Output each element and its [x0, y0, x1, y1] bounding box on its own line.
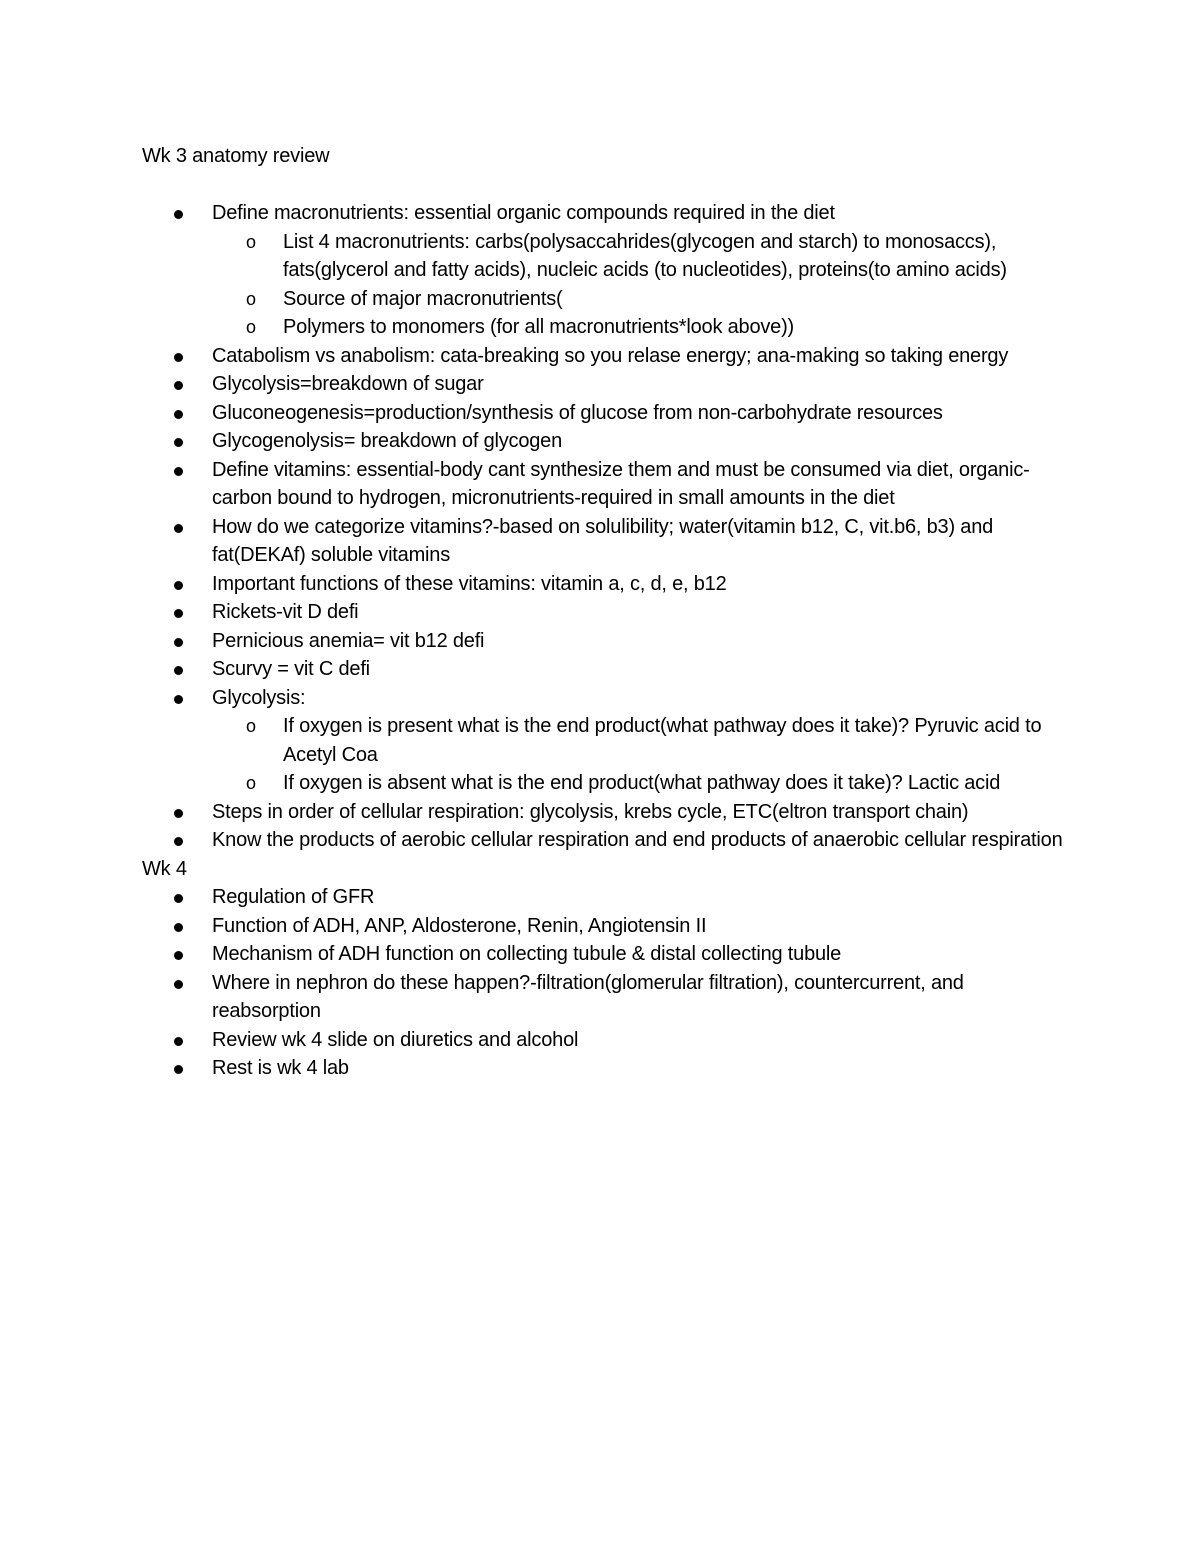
filled-circle-bullet-icon — [174, 638, 183, 647]
hollow-o-bullet-icon: o — [246, 773, 256, 793]
list-item — [142, 598, 1072, 627]
list-item — [142, 883, 1072, 912]
list-item-text: Where in nephron do these happen?-filtration(glomerular filtration), countercurrent, and reabsorption — [212, 971, 964, 1022]
sub-list-item-text: Polymers to monomers (for all macronutrients*look above)) — [283, 316, 795, 338]
list-item-text: Function of ADH, ANP, Aldosterone, Renin, Angiotensin II — [212, 914, 707, 937]
list-item-text: Glycolysis: — [212, 686, 306, 709]
list-item-text: Mechanism of ADH function on collecting tubule & distal collecting tubule — [212, 943, 842, 965]
list-item-text: Gluconeogenesis=production/synthesis of glucose from non-carbohydrate resources — [212, 401, 943, 424]
section-heading-wk4: Wk 4 — [142, 857, 187, 880]
filled-circle-bullet-icon — [174, 1037, 183, 1046]
list-item — [142, 199, 1072, 342]
bullet-list-wk4 — [142, 883, 1072, 1083]
list-item-text: Review wk 4 slide on diuretics and alcohol — [212, 1028, 579, 1051]
sub-list-item — [212, 769, 1072, 798]
list-item — [142, 342, 1072, 371]
filled-circle-bullet-icon — [174, 951, 183, 960]
filled-circle-bullet-icon — [174, 695, 183, 704]
list-item-text: Rest is wk 4 lab — [212, 1057, 349, 1079]
filled-circle-bullet-icon — [174, 923, 183, 932]
list-item-text: Glycogenolysis= breakdown of glycogen — [212, 430, 563, 452]
document-body — [142, 142, 1072, 1083]
list-item — [142, 399, 1072, 428]
list-item — [142, 655, 1072, 684]
bullet-list-wk3 — [142, 199, 1072, 855]
filled-circle-bullet-icon — [174, 467, 183, 476]
sub-bullet-list — [212, 228, 1072, 342]
list-item — [142, 427, 1072, 456]
filled-circle-bullet-icon — [174, 980, 183, 989]
list-item-text: Know the products of aerobic cellular respiration and end products of anaerobic cellular respiration — [212, 829, 1063, 851]
list-item-text: Define macronutrients: essential organic compounds required in the diet — [212, 202, 835, 224]
hollow-o-bullet-icon: o — [246, 288, 256, 309]
filled-circle-bullet-icon — [174, 353, 183, 362]
list-item — [142, 940, 1072, 969]
filled-circle-bullet-icon — [174, 837, 183, 846]
sub-list-item — [212, 285, 1072, 314]
list-item-text: Rickets-vit D defi — [212, 601, 359, 623]
list-item — [142, 570, 1072, 599]
list-item — [142, 513, 1072, 570]
list-item — [142, 969, 1072, 1026]
list-item — [142, 912, 1072, 941]
sub-list-item — [212, 313, 1072, 342]
hollow-o-bullet-icon: o — [246, 317, 256, 337]
list-item — [142, 370, 1072, 399]
filled-circle-bullet-icon — [174, 438, 183, 447]
sub-list-item-text: If oxygen is absent what is the end product(what pathway does it take)? Lactic acid — [283, 772, 1001, 794]
filled-circle-bullet-icon — [174, 210, 183, 219]
filled-circle-bullet-icon — [174, 666, 183, 675]
sub-bullet-list — [212, 712, 1072, 798]
list-item-text: Define vitamins: essential-body cant synthesize them and must be consumed via diet, organic-carbon bound to hydrogen, micronutrients-required in small amounts in the diet — [212, 458, 1030, 509]
sub-list-item-text: Source of major macronutrients( — [283, 287, 563, 310]
list-item — [142, 1026, 1072, 1055]
filled-circle-bullet-icon — [174, 609, 183, 618]
list-item-text: Important functions of these vitamins: vitamin a, c, d, e, b12 — [212, 572, 727, 595]
list-item — [142, 627, 1072, 656]
sub-list-item — [212, 712, 1072, 769]
list-item-text: Catabolism vs anabolism: cata-breaking so you relase energy; ana-making so taking energy — [212, 344, 1009, 367]
list-item-text: Pernicious anemia= vit b12 defi — [212, 629, 485, 652]
hollow-o-bullet-icon: o — [246, 231, 256, 252]
list-item-text: How do we categorize vitamins?-based on solulibility; water(vitamin b12, C, vit.b6, b3) and fat(DEKAf) soluble vitamins — [212, 515, 994, 566]
list-item — [142, 1054, 1072, 1083]
sub-list-item-text: List 4 macronutrients: carbs(polysaccahrides(glycogen and starch) to monosaccs), fats(glycerol and fatty acids), nucleic acids (to nucleotides), proteins(to amino acids) — [283, 230, 1007, 281]
filled-circle-bullet-icon — [174, 381, 183, 390]
list-item — [142, 684, 1072, 798]
list-item-text: Scurvy = vit C defi — [212, 658, 370, 680]
filled-circle-bullet-icon — [174, 1065, 183, 1074]
filled-circle-bullet-icon — [174, 524, 183, 533]
section-heading-wk3: Wk 3 anatomy review — [142, 145, 330, 167]
filled-circle-bullet-icon — [174, 894, 183, 903]
list-item-text: Regulation of GFR — [212, 886, 375, 908]
sub-list-item — [212, 228, 1072, 285]
filled-circle-bullet-icon — [174, 809, 183, 818]
filled-circle-bullet-icon — [174, 410, 183, 419]
list-item — [142, 456, 1072, 513]
filled-circle-bullet-icon — [174, 581, 183, 590]
list-item — [142, 826, 1072, 855]
sub-list-item-text: If oxygen is present what is the end product(what pathway does it take)? Pyruvic acid to Acetyl Coa — [283, 715, 1042, 766]
list-item-text: Steps in order of cellular respiration: glycolysis, krebs cycle, ETC(eltron transport chain) — [212, 800, 969, 823]
hollow-o-bullet-icon: o — [246, 716, 256, 736]
list-item — [142, 798, 1072, 827]
list-item-text: Glycolysis=breakdown of sugar — [212, 373, 484, 395]
